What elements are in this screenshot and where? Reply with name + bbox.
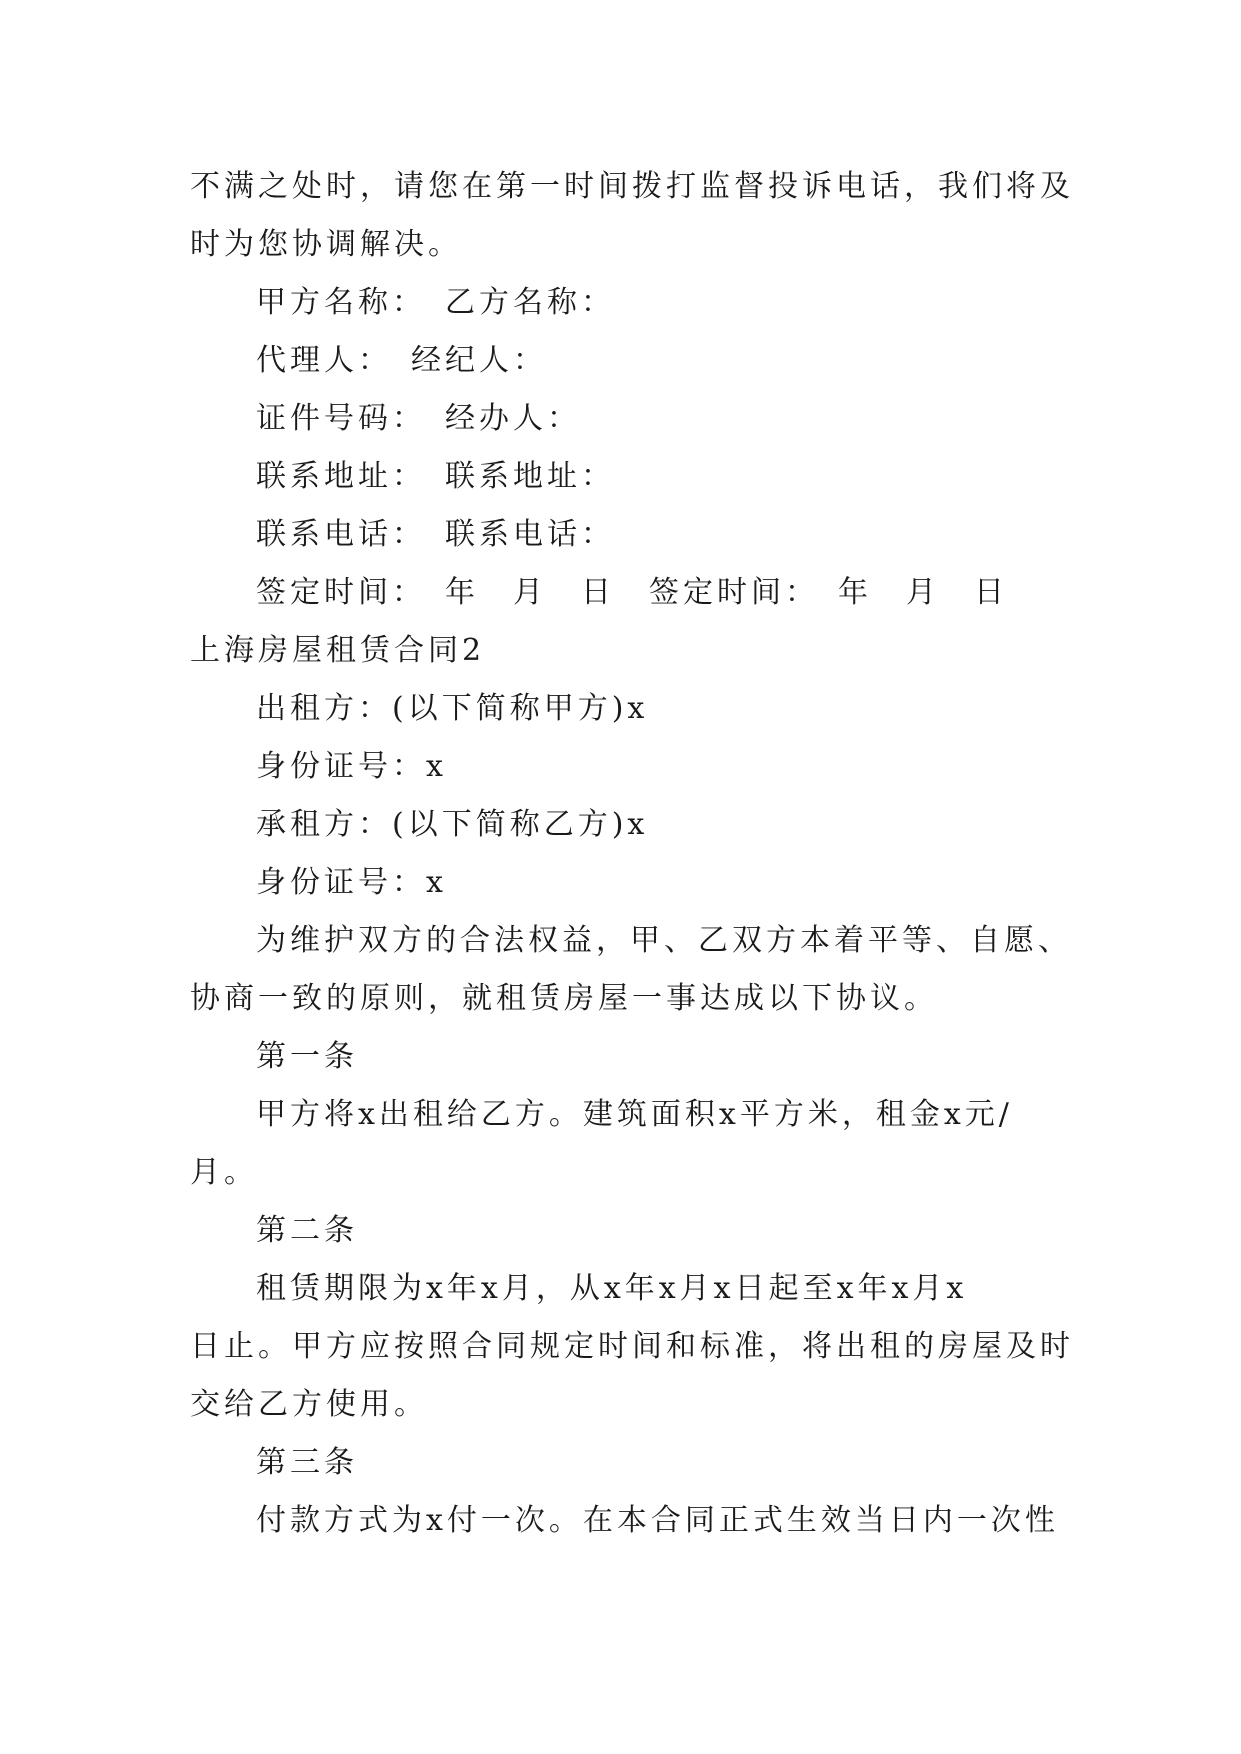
agent-line: 代理人： 经纪人： (256, 343, 547, 378)
article-text-line: 月。 (190, 1155, 258, 1190)
article-text-line: 租赁期限为x年x月，从x年x月x日起至x年x月x (256, 1271, 968, 1306)
signing-date-line: 签定时间： 年 月 日 签定时间： 年 月 日 (256, 575, 1008, 610)
lessor-id-line: 身份证号：x (256, 749, 447, 784)
article-text-line: 甲方将x出租给乙方。建筑面积x平方米，租金x元/ (256, 1097, 1013, 1132)
lessee-line: 承租方：(以下简称乙方)x (256, 807, 649, 842)
party-names-line: 甲方名称： 乙方名称： (256, 285, 615, 320)
lessee-id-line: 身份证号：x (256, 865, 447, 900)
preamble-line: 为维护双方的合法权益，甲、乙双方本着平等、自愿、 (256, 923, 1072, 958)
id-number-line: 证件号码： 经办人： (256, 401, 581, 436)
article-heading: 第三条 (256, 1445, 358, 1480)
article-text-line: 交给乙方使用。 (190, 1387, 428, 1422)
article-heading: 第二条 (256, 1213, 358, 1248)
address-line: 联系地址： 联系地址： (256, 459, 615, 494)
preamble-line: 协商一致的原则，就租赁房屋一事达成以下协议。 (190, 981, 938, 1016)
body-text-line: 时为您协调解决。 (190, 227, 462, 262)
body-text-line: 不满之处时，请您在第一时间拨打监督投诉电话，我们将及 (190, 169, 1074, 204)
article-text-line: 付款方式为x付一次。在本合同正式生效当日内一次性 (256, 1503, 1059, 1538)
section-title: 上海房屋租赁合同2 (190, 633, 486, 668)
article-heading: 第一条 (256, 1039, 358, 1074)
article-text-line: 日止。甲方应按照合同规定时间和标准，将出租的房屋及时 (190, 1329, 1074, 1364)
phone-line: 联系电话： 联系电话： (256, 517, 615, 552)
lessor-line: 出租方：(以下简称甲方)x (256, 691, 649, 726)
